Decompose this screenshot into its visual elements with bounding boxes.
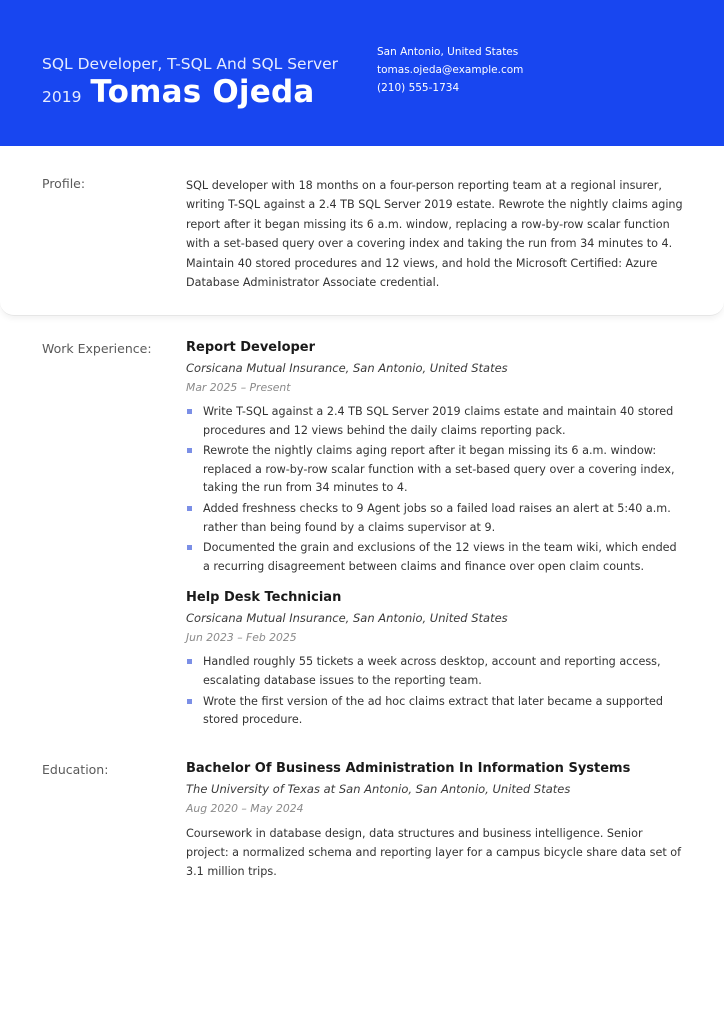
job-role-title: SQL Developer, T-SQL And SQL Server 2019 <box>42 55 339 106</box>
bullet-square-icon <box>187 699 192 704</box>
job-bullet <box>186 539 686 576</box>
job-company: Corsicana Mutual Insurance, San Antonio, United States <box>186 361 508 375</box>
job-bullet-text: Wrote the first version of the ad hoc claims extract that later became a supported stored procedure. <box>203 694 663 727</box>
job-entry <box>186 588 686 729</box>
bullet-square-icon <box>187 409 192 414</box>
work-experience-label: Work Experience: <box>42 341 152 356</box>
education-section <box>186 759 686 881</box>
job-bullet <box>186 693 686 730</box>
contact-location: San Antonio, United States <box>377 46 519 58</box>
resume-header <box>0 0 724 146</box>
bullet-square-icon <box>187 545 192 550</box>
job-bullet-list <box>186 653 686 729</box>
bullet-square-icon <box>187 448 192 453</box>
job-bullet-text: Write T-SQL against a 2.4 TB SQL Server 2019 claims estate and maintain 40 stored procedures and 12 views behind the daily claims reporting pack. <box>203 405 674 437</box>
education-dates: Aug 2020 – May 2024 <box>186 802 304 815</box>
profile-label: Profile: <box>42 176 86 191</box>
bullet-square-icon <box>187 506 192 511</box>
job-company: Corsicana Mutual Insurance, San Antonio, United States <box>186 611 508 626</box>
job-bullet <box>186 442 686 498</box>
contact-phone: (210) 555-1734 <box>377 82 460 94</box>
job-bullet <box>186 500 686 537</box>
job-title: Report Developer <box>186 340 316 355</box>
contact-email: tomas.ojeda@example.com <box>377 64 524 76</box>
job-bullet-text: Added freshness checks to 9 Agent jobs so a failed load raises an alert at 5:40 a.m. rather than being found by a claims supervisor at 9. <box>203 501 671 534</box>
education-label: Education: <box>42 762 109 777</box>
job-bullet-text: Rewrote the nightly claims aging report after it began missing its 6 a.m. window: replaced a row-by-row scalar function with a set-based query over a covering index, taking the run from 34 minutes to 4. <box>203 444 675 495</box>
job-bullet <box>186 403 686 440</box>
job-bullet-list <box>186 403 686 576</box>
job-entry <box>186 338 686 576</box>
candidate-name: Tomas Ojeda <box>90 74 315 110</box>
contact-info <box>377 43 523 97</box>
profile-text: SQL developer with 18 months on a four-person reporting team at a regional insurer, writing T-SQL against a 2.4 TB SQL Server 2019 estate. Rewrote the nightly claims aging report after it began missing its 6 a.m. window, replacing a row-by-row scalar function with a set-based query over a covering index and taking the run from 34 minutes to 4. Maintain 40 stored procedures and 12 views, and hold the Microsoft Certified: Azure Database Administrator Associate credential. <box>186 179 683 290</box>
job-bullet-text: Documented the grain and exclusions of the 12 views in the team wiki, which ended a recurring disagreement between claims and finance over open claim counts. <box>203 541 677 573</box>
work-experience-section <box>186 338 686 742</box>
job-bullet <box>186 653 686 690</box>
education-description: Coursework in database design, data structures and business intelligence. Senior project: a normalized schema and reporting layer for a campus bicycle share data set of 3.1 million trips. <box>186 827 682 878</box>
education-school: The University of Texas at San Antonio, San Antonio, United States <box>186 782 571 796</box>
job-bullet-text: Handled roughly 55 tickets a week across desktop, account and reporting access, escalating database issues to the reporting team. <box>203 655 661 687</box>
job-dates: Jun 2023 – Feb 2025 <box>186 631 297 645</box>
education-degree: Bachelor Of Business Administration In Information Systems <box>186 761 631 776</box>
bullet-square-icon <box>187 659 192 664</box>
job-title: Help Desk Technician <box>186 590 342 606</box>
job-dates: Mar 2025 – Present <box>186 381 291 394</box>
header-title-block <box>42 50 362 111</box>
